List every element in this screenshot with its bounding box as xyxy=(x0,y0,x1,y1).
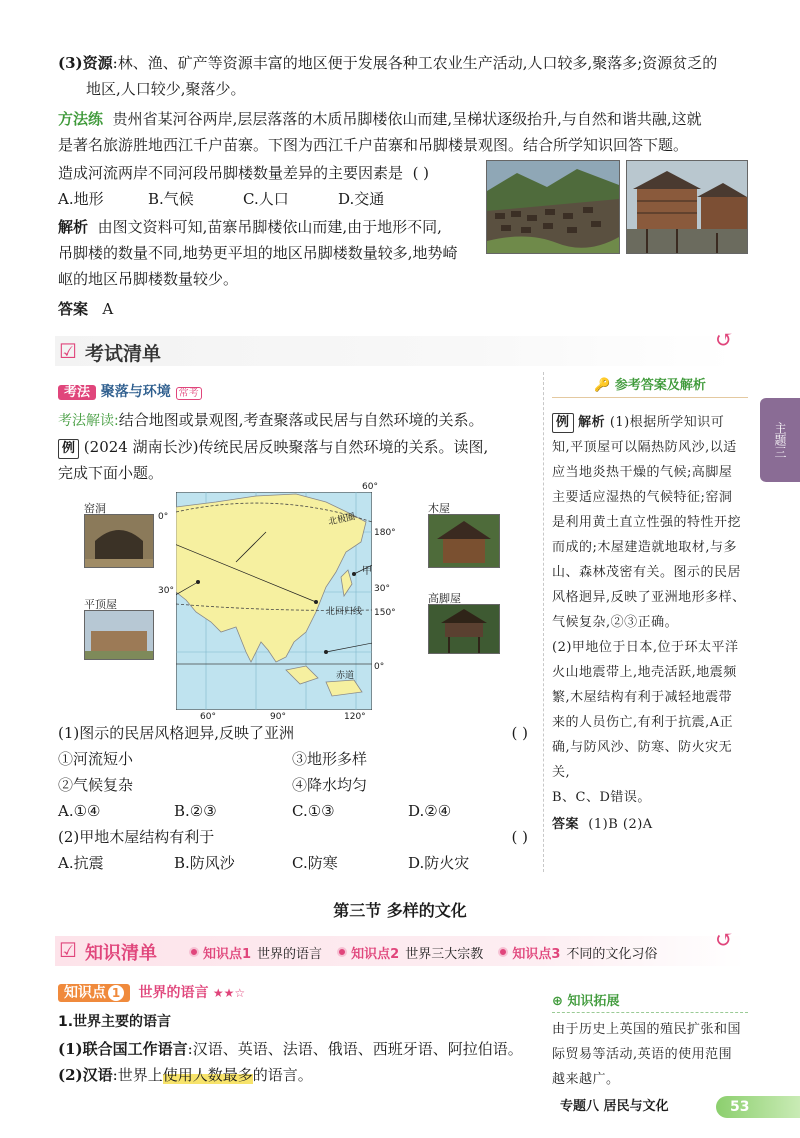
stilt-house-map-photo xyxy=(428,604,500,654)
method-question-block xyxy=(58,160,478,322)
method-text1: 贵州省某河谷两岸,层层落落的木质吊脚楼依山而建,呈梯状逐级抬升,与自然和谐共融,这就 xyxy=(112,110,702,128)
sidebar-line-1: 知,平顶屋可以隔热防风沙,以适 xyxy=(552,440,737,455)
jia-label: 甲 xyxy=(362,566,372,577)
knowledge-point-1[interactable]: 知识点1 世界的语言 xyxy=(189,943,322,962)
knowledge-banner xyxy=(55,928,745,966)
q1-item-2: ②气候复杂 xyxy=(58,776,134,794)
resource-line2: 地区,人口较少,聚落少。 xyxy=(86,80,246,98)
kp-dot-icon xyxy=(337,947,347,957)
sidebar-divider xyxy=(543,372,545,872)
exam-block xyxy=(58,378,538,486)
method-analysis2: 吊脚楼的数量不同,地势更平坦的地区吊脚楼数量较多,地势崎 xyxy=(58,244,458,262)
knowledge-point-3[interactable]: 知识点3 不同的文化习俗 xyxy=(498,943,657,962)
sidebar-line-8: 气候复杂,②③正确。 xyxy=(552,615,679,630)
knowledge-extension xyxy=(552,990,748,1092)
q1-stem: (1)图示的民居风格迥异,反映了亚洲 xyxy=(58,724,295,742)
exam-title: 聚落与环境 xyxy=(100,384,171,400)
q2-option-a: A.抗震 xyxy=(58,854,104,872)
sidebar-line-14: B、C、D错误。 xyxy=(552,790,651,805)
tropic-label: 北回归线 xyxy=(326,607,363,617)
tick-0-right: 0° xyxy=(374,662,385,672)
stilt-house-label: 高脚屋 xyxy=(428,592,461,605)
q1-item-3: ③地形多样 xyxy=(292,750,368,768)
miao-village-photo xyxy=(486,160,620,254)
kp1-stars: ★★☆ xyxy=(212,986,246,1000)
method-options xyxy=(58,186,478,212)
sidebar-line-13: 确,与防风沙、防寒、防火灾无关, xyxy=(552,740,733,780)
q1-option-d: D.②④ xyxy=(408,802,452,820)
kp-dot-icon xyxy=(189,947,199,957)
method-text2: 是著名旅游胜地西江千户苗寨。下图为西江千户苗寨和吊脚楼景观图。结合所学知识回答下题。 xyxy=(58,136,689,154)
exam-list-title: 考试清单 xyxy=(85,343,162,365)
example-tag: 例 xyxy=(58,439,79,459)
wood-house-photo xyxy=(428,514,500,568)
method-label: 方法练 xyxy=(58,110,104,128)
sidebar-line-12: 来的人员伤亡,有利于抗震,A正 xyxy=(552,715,734,730)
sidebar-line-0: (1)根据所学知识可 xyxy=(609,415,725,430)
extension-icon: ⊕ xyxy=(552,994,563,1009)
kp1-highlight: 使用人数最多 xyxy=(162,1066,253,1084)
sidebar-line-2: 应当地炎热干燥的气候;高脚屋 xyxy=(552,465,733,480)
sidebar-line-11: 繁,木屋结构有利于减轻地震带 xyxy=(552,690,733,705)
q1-item-4: ④降水均匀 xyxy=(292,776,368,794)
kp1-line1-label: (1)联合国工作语言 xyxy=(58,1040,188,1058)
reference-sidebar xyxy=(552,374,748,837)
tick-150: 150° xyxy=(374,608,396,618)
method-analysis1: 由图文资料可知,苗寨吊脚楼依山而建,由于地形不同, xyxy=(97,218,442,236)
kp1-line2-label: (2)汉语 xyxy=(58,1066,113,1084)
sidebar-analysis-label: 解析 xyxy=(578,415,606,430)
resource-label: (3)资源 xyxy=(58,54,113,72)
exam-tag: 考法 xyxy=(58,385,96,400)
section-title: 第三节 多样的文化 xyxy=(333,901,467,920)
tick-60-bottom: 60° xyxy=(200,712,216,722)
tick-30-left: 30° xyxy=(158,586,174,596)
kp1-line1-text: :汉语、英语、法语、俄语、西班牙语、阿拉伯语。 xyxy=(187,1040,523,1058)
sidebar-answer: (1)B (2)A xyxy=(588,817,653,832)
sidebar-line-4: 是利用黄土直立性强的特性开挖 xyxy=(552,515,742,530)
kp1-line2-pre: :世界上 xyxy=(112,1066,163,1084)
knowledge-swirl-icon: ↺ xyxy=(715,928,734,953)
q2-option-c: C.防寒 xyxy=(292,854,338,872)
method-block xyxy=(58,106,748,158)
method-option-c: C.人口 xyxy=(243,190,289,208)
sidebar-line-10: 火山地震带上,地壳活跃,地震频 xyxy=(552,665,737,680)
stilt-house-photo xyxy=(626,160,748,254)
kp1-heading: 1.世界主要的语言 xyxy=(58,1014,172,1030)
method-option-d: D.交通 xyxy=(338,190,385,208)
asia-map xyxy=(176,492,372,710)
q1-item-1: ①河流短小 xyxy=(58,750,134,768)
method-paren: ( ) xyxy=(412,164,430,182)
flat-roof-label: 平顶屋 xyxy=(84,598,117,611)
q1-paren: ( ) xyxy=(511,724,528,742)
sidebar-answer-label: 答案 xyxy=(552,817,580,832)
kp1-title: 世界的语言 xyxy=(138,985,209,1001)
footer-title: 专题八 居民与文化 xyxy=(560,1099,669,1114)
tick-60-top: 60° xyxy=(362,482,378,492)
arctic-label: 北极圈 xyxy=(327,512,357,528)
method-answer: A xyxy=(102,300,114,318)
q1-option-b: B.②③ xyxy=(174,802,217,820)
swirl-icon: ↺ xyxy=(715,328,734,353)
check-icon: ☑ xyxy=(59,339,77,363)
knowledge-check-icon: ☑ xyxy=(59,938,77,962)
extension-title: 知识拓展 xyxy=(567,994,620,1009)
reference-title: 参考答案及解析 xyxy=(614,378,706,393)
q2-paren: ( ) xyxy=(511,828,528,846)
wood-house-label: 木屋 xyxy=(428,502,450,515)
tick-180: 180° xyxy=(374,528,396,538)
resource-line1: :林、渔、矿产等资源丰富的地区便于发展各种工农业生产活动,人口较多,聚落多;资源贫乏的 xyxy=(112,54,718,72)
flat-roof-photo xyxy=(84,610,154,660)
knowledge-title: 知识清单 xyxy=(85,943,157,964)
sidebar-line-9: (2)甲地位于日本,位于环太平洋 xyxy=(552,640,739,655)
equator-label: 赤道 xyxy=(336,671,355,681)
method-option-a: A.地形 xyxy=(58,190,104,208)
method-question: 造成河流两岸不同河段吊脚楼数量差异的主要因素是 xyxy=(58,164,404,182)
page-number: 53 xyxy=(716,1096,800,1118)
example-line2: 完成下面小题。 xyxy=(58,464,164,482)
method-option-b: B.气候 xyxy=(148,190,194,208)
sidebar-analysis xyxy=(552,410,748,837)
knowledge-points xyxy=(189,942,667,962)
topic-tab[interactable]: 主题三 xyxy=(760,398,800,482)
sidebar-line-7: 风格迥异,反映了亚洲地形多样、 xyxy=(552,590,746,605)
kp1-line2-post: 的语言。 xyxy=(252,1066,313,1084)
sidebar-example-tag: 例 xyxy=(552,413,574,433)
extension-line-0: 由于历史上英国的殖民扩张和国 xyxy=(552,1022,742,1037)
cave-photo xyxy=(84,514,154,568)
exam-list-banner xyxy=(55,328,745,366)
q1-option-a: A.①④ xyxy=(58,802,101,820)
method-analysis-label: 解析 xyxy=(58,218,89,236)
exam-interp-label: 考法解读: xyxy=(58,413,119,429)
resource-paragraph xyxy=(58,50,748,102)
cave-label: 窑洞 xyxy=(84,502,106,515)
tick-30-right: 30° xyxy=(374,584,390,594)
q2-option-b: B.防风沙 xyxy=(174,854,235,872)
tick-120: 120° xyxy=(344,712,366,722)
key-icon: 🔑 xyxy=(594,378,611,393)
q1-option-c: C.①③ xyxy=(292,802,335,820)
sidebar-line-5: 而成的;木屋建造就地取材,与多 xyxy=(552,540,738,555)
exam-badge: 常考 xyxy=(176,387,202,400)
kp1-tag: 知识点 1 xyxy=(58,984,130,1002)
extension-line-2: 越来越广。 xyxy=(552,1072,620,1087)
extension-line-1: 际贸易等活动,英语的使用范围 xyxy=(552,1047,733,1062)
tick-90: 90° xyxy=(270,712,286,722)
question-1 xyxy=(58,720,538,876)
tick-0-left: 0° xyxy=(158,512,169,522)
q2-option-d: D.防火灾 xyxy=(408,854,470,872)
sidebar-line-6: 山、森林茂密有关。图示的民居 xyxy=(552,565,742,580)
kp1-block xyxy=(58,980,538,1088)
method-answer-label: 答案 xyxy=(58,300,89,318)
kp-dot-icon xyxy=(498,947,508,957)
knowledge-point-2[interactable]: 知识点2 世界三大宗教 xyxy=(337,943,483,962)
q2-stem: (2)甲地木屋结构有利于 xyxy=(58,828,215,846)
example-line1: (2024 湖南长沙)传统民居反映聚落与自然环境的关系。读图, xyxy=(83,438,489,456)
method-analysis3: 岖的地区吊脚楼数量较少。 xyxy=(58,270,239,288)
exam-interp: 结合地图或景观图,考查聚落或民居与自然环境的关系。 xyxy=(118,411,484,429)
sidebar-line-3: 主要适应湿热的气候特征;窑洞 xyxy=(552,490,733,505)
